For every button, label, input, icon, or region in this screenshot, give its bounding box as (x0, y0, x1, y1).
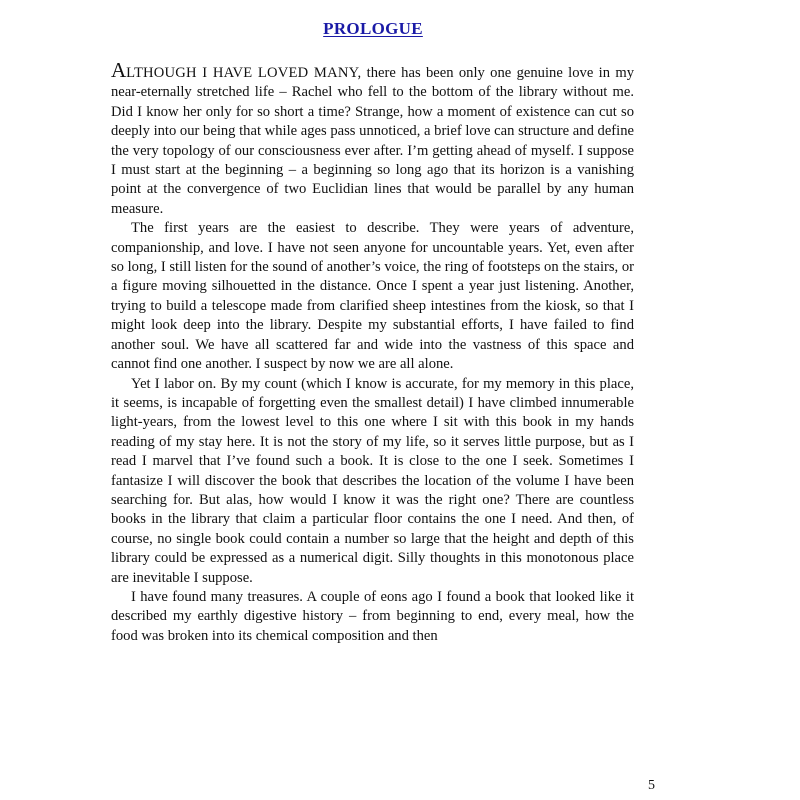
page-number: 5 (648, 778, 655, 793)
paragraph-1 (111, 58, 635, 219)
drop-cap: A (111, 58, 127, 82)
chapter-title: PROLOGUE (323, 19, 423, 38)
paragraph-3: Yet I labor on. By my count (which I know is accurate, for my memory in this place, it seems, is incapable of forgetting even the smallest detail) I have climbed innumerable light-years, from the lowest level to this one where I sit with this book in my hands reading of my stay here. It is not the story of my life, so it serves little purpose, but as I read I marvel that I’ve found such a book. It is close to the one I seek. Sometimes I fantasize I will discover the book that describes the location of the volume I have been searching for. But alas, how would I know it was the right one? There are countless books in the library that claim a particular floor contains the one I need. And then, of course, no single book could contain a number so large that the height and depth of this library could be expressed as a numerical digit. Silly thoughts in this monotonous place are inevitable I suppose. (111, 375, 634, 586)
paragraph-1-text: there has been only one genuine love in my near-eternally stretched life – Rachel who fell to the bottom of the library without me. Did I know her only for so short a time? Strange, how a moment of existence can cut so deeply into our being that while ages pass unnoticed, a brief love can structure and define the very topology of our consciousness ever after. I’m getting ahead of myself. I suppose I must start at the beginning – a beginning so long ago that its horizon is a vanishing point at the convergence of two Euclidian lines that would be parallel by any human measure. (111, 65, 635, 217)
paragraph-4: I have found many treasures. A couple of eons ago I found a book that looked like it described my earthly digestive history – from beginning to end, every meal, how the food was broken into its chemical composition and then (111, 588, 634, 644)
body-text (111, 58, 635, 646)
small-caps-opening: LTHOUGH I HAVE LOVED MANY, (126, 65, 362, 81)
paragraph-2: The first years are the easiest to describe. They were years of adventure, companionship, and love. I have not seen anyone for uncountable years. Yet, even after so long, I still listen for the sound of another’s voice, the ring of footsteps on the stairs, or a figure moving silhouetted in the distance. Once I spent a year just listening. Another, trying to build a telescope made from clarified sheep intestines from the kiosk, so that I might look deep into the library. Despite my substantial efforts, I have failed to find another soul. We have all scattered far and wide into the vastness of this space and cannot find one another. I suspect by now we are all alone. (111, 220, 634, 373)
